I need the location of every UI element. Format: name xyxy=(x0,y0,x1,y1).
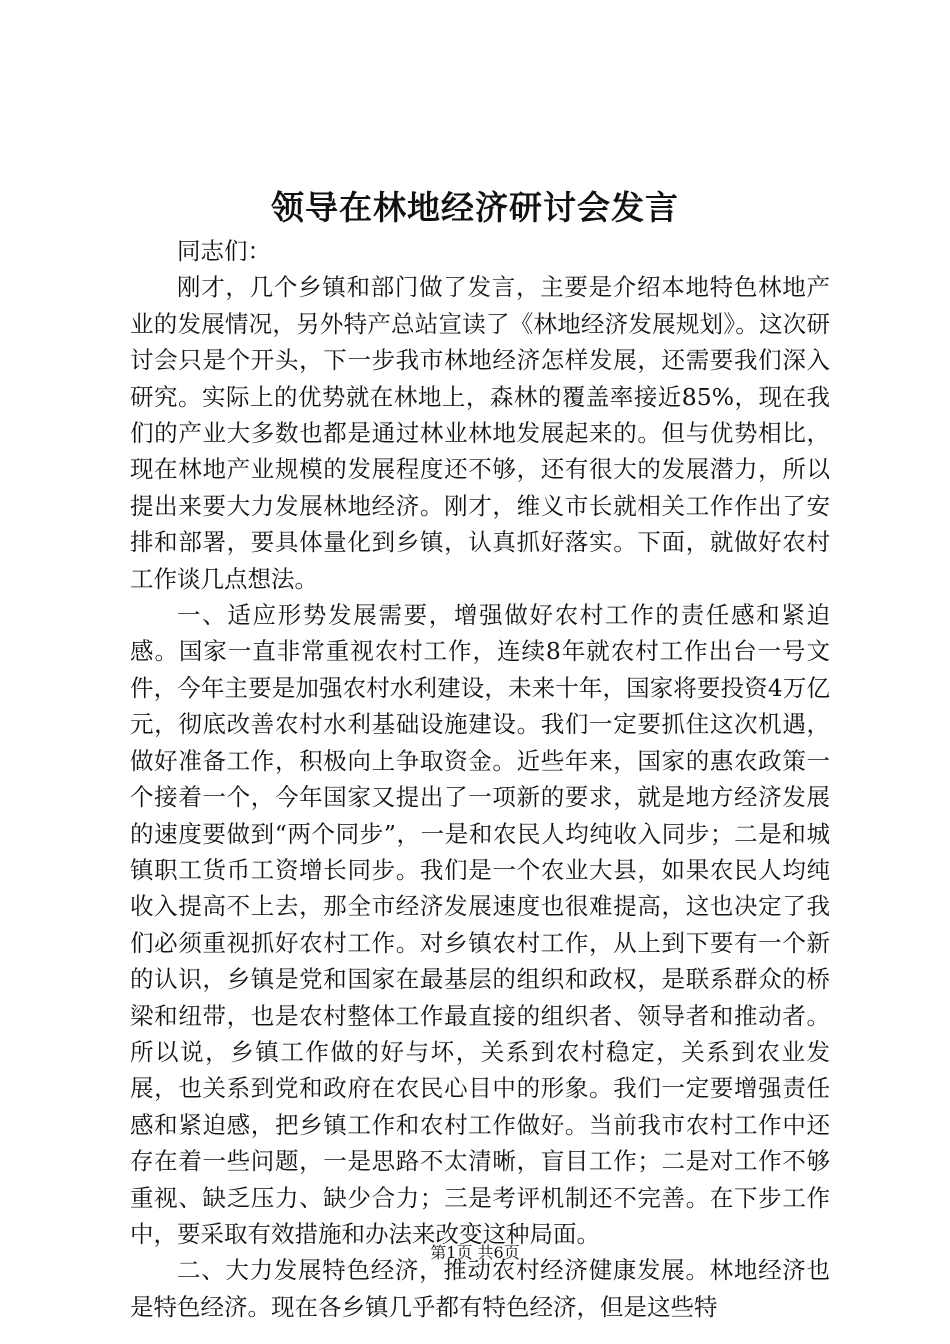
document-title: 领导在林地经济研讨会发言 xyxy=(271,188,679,227)
salutation: 同志们： xyxy=(177,237,271,265)
page-indicator: 第1页 共6页 xyxy=(430,1243,520,1262)
paragraph-intro: 刚才，几个乡镇和部门做了发言，主要是介绍本地特色林地产业的发展情况，另外特产总站宣读了《林地经济发展规划》。这次研讨会只是个开头，下一步我市林地经济怎样发展，还需要我们深入研究。实际上的优势就在林地上，森林的覆盖率接近85%，现在我们的产业大多数也都是通过林业林地发展起来的。但与优势相比，现在林地产业规模的发展程度还不够，还有很大的发展潜力，所以提出来要大力发展林地经济。刚才，维义市长就相关工作作出了安排和部署，要具体量化到乡镇，认真抓好落实。下面，就做好农村工作谈几点想法。 xyxy=(130,273,830,593)
page-footer xyxy=(0,1242,950,1264)
document-body xyxy=(130,233,830,1325)
paragraph-section-two: 二、大力发展特色经济，推动农村经济健康发展。林地经济也是特色经济。现在各乡镇几乎都有特色经济，但是这些特 xyxy=(130,1256,830,1321)
paragraph-section-one: 一、适应形势发展需要，增强做好农村工作的责任感和紧迫感。国家一直非常重视农村工作，连续8年就农村工作出台一号文件，今年主要是加强农村水利建设，未来十年，国家将要投资4万亿元，彻底改善农村水利基础设施建设。我们一定要抓住这次机遇，做好准备工作，积极向上争取资金。近些年来，国家的惠农政策一个接着一个，今年国家又提出了一项新的要求，就是地方经济发展的速度要做到“两个同步”，一是和农民人均纯收入同步；二是和城镇职工货币工资增长同步。我们是一个农业大县，如果农民人均纯收入提高不上去，那全市经济发展速度也很难提高，这也决定了我们必须重视抓好农村工作。对乡镇农村工作，从上到下要有一个新的认识，乡镇是党和国家在最基层的组织和政权，是联系群众的桥梁和纽带，也是农村整体工作最直接的组织者、领导者和推动者。所以说，乡镇工作做的好与坏，关系到农村稳定，关系到农业发展，也关系到党和政府在农民心目中的形象。我们一定要增强责任感和紧迫感，把乡镇工作和农村工作做好。当前我市农村工作中还存在着一些问题，一是思路不太清晰，盲目工作；二是对工作不够重视、缺乏压力、缺少合力；三是考评机制还不完善。在下步工作中，要采取有效措施和办法来改变这种局面。 xyxy=(130,601,830,1248)
